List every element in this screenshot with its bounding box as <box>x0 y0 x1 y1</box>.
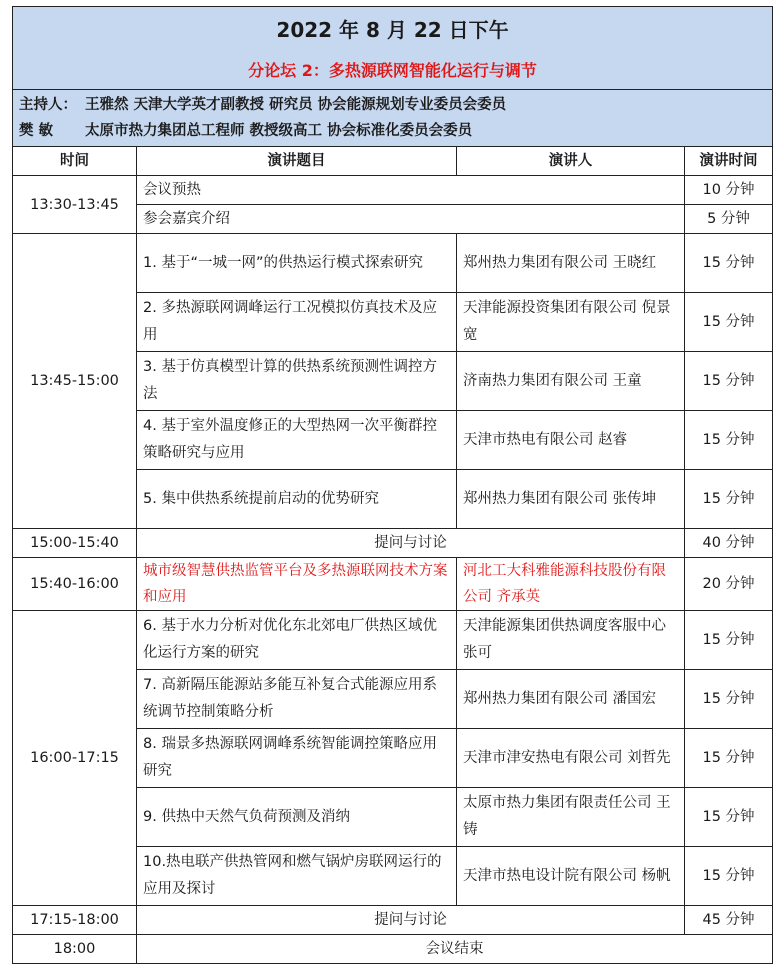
duration-cell: 15 分钟 <box>685 470 773 529</box>
duration-cell: 15 分钟 <box>685 611 773 670</box>
topic-cell: 2. 多热源联网调峰运行工况模拟仿真技术及应用 <box>137 293 457 352</box>
topic-cell: 城市级智慧供热监管平台及多热源联网技术方案和应用 <box>137 558 457 611</box>
time-slot: 15:40-16:00 <box>13 558 137 611</box>
time-slot: 16:00-17:15 <box>13 611 137 906</box>
time-slot: 13:45-15:00 <box>13 234 137 529</box>
time-slot: 18:00 <box>13 935 137 964</box>
topic-cell: 10.热电联产供热管网和燃气锅炉房联网运行的应用及探讨 <box>137 847 457 906</box>
hosts-row <box>13 90 773 147</box>
topic-cell: 9. 供热中天然气负荷预测及消纳 <box>137 788 457 847</box>
col-header-speaker: 演讲人 <box>457 147 685 176</box>
speaker-cell: 天津市热电设计院有限公司 杨帆 <box>457 847 685 906</box>
duration-cell: 20 分钟 <box>685 558 773 611</box>
duration-cell: 15 分钟 <box>685 234 773 293</box>
host-prefix-2: 樊 敏 <box>19 123 54 139</box>
subtitle-row <box>13 53 773 90</box>
topic-cell: 8. 瑞景多热源联网调峰系统智能调控策略应用研究 <box>137 729 457 788</box>
duration-cell: 15 分钟 <box>685 729 773 788</box>
host-prefix-1: 主持人： <box>19 97 77 113</box>
table-row <box>13 611 773 670</box>
topic-cell: 5. 集中供热系统提前启动的优势研究 <box>137 470 457 529</box>
closing-cell: 会议结束 <box>137 935 773 964</box>
time-slot: 13:30-13:45 <box>13 176 137 234</box>
topic-cell: 3. 基于仿真模型计算的供热系统预测性调控方法 <box>137 352 457 411</box>
topic-cell: 7. 高新隔压能源站多能互补复合式能源应用系统调节控制策略分析 <box>137 670 457 729</box>
speaker-cell: 郑州热力集团有限公司 张传坤 <box>457 470 685 529</box>
col-header-topic: 演讲题目 <box>137 147 457 176</box>
column-header-row <box>13 147 773 176</box>
duration-cell: 45 分钟 <box>685 906 773 935</box>
time-slot: 15:00-15:40 <box>13 529 137 558</box>
topic-cell: 4. 基于室外温度修正的大型热网一次平衡群控策略研究与应用 <box>137 411 457 470</box>
title-row <box>13 7 773 54</box>
time-slot: 17:15-18:00 <box>13 906 137 935</box>
table-row <box>13 176 773 205</box>
duration-cell: 15 分钟 <box>685 352 773 411</box>
page-title: 2022 年 8 月 22 日下午 <box>13 7 773 54</box>
speaker-cell: 济南热力集团有限公司 王童 <box>457 352 685 411</box>
speaker-cell: 太原市热力集团有限责任公司 王铸 <box>457 788 685 847</box>
duration-cell: 15 分钟 <box>685 847 773 906</box>
duration-cell: 15 分钟 <box>685 293 773 352</box>
schedule-table <box>12 6 773 964</box>
duration-cell: 10 分钟 <box>685 176 773 205</box>
speaker-cell: 郑州热力集团有限公司 王晓红 <box>457 234 685 293</box>
speaker-cell: 天津能源投资集团有限公司 倪景宽 <box>457 293 685 352</box>
topic-cell: 参会嘉宾介绍 <box>137 205 685 234</box>
hosts-cell <box>13 90 773 147</box>
host-line-1 <box>19 92 766 118</box>
host-line-2 <box>19 118 766 144</box>
duration-cell: 40 分钟 <box>685 529 773 558</box>
topic-cell: 提问与讨论 <box>137 529 685 558</box>
speaker-cell: 天津能源集团供热调度客服中心 张可 <box>457 611 685 670</box>
table-row <box>13 529 773 558</box>
host-text-2: 太原市热力集团总工程师 教授级高工 协会标准化委员会委员 <box>85 123 473 139</box>
speaker-cell: 天津市热电有限公司 赵睿 <box>457 411 685 470</box>
duration-cell: 15 分钟 <box>685 788 773 847</box>
duration-cell: 5 分钟 <box>685 205 773 234</box>
forum-subtitle: 分论坛 2：多热源联网智能化运行与调节 <box>13 53 773 90</box>
duration-cell: 15 分钟 <box>685 670 773 729</box>
speaker-cell: 河北工大科雅能源科技股份有限公司 齐承英 <box>457 558 685 611</box>
table-row <box>13 558 773 611</box>
speaker-cell: 郑州热力集团有限公司 潘国宏 <box>457 670 685 729</box>
col-header-time: 时间 <box>13 147 137 176</box>
topic-cell: 提问与讨论 <box>137 906 685 935</box>
table-row <box>13 234 773 293</box>
topic-cell: 会议预热 <box>137 176 685 205</box>
col-header-duration: 演讲时间 <box>685 147 773 176</box>
speaker-cell: 天津市津安热电有限公司 刘哲先 <box>457 729 685 788</box>
table-row <box>13 906 773 935</box>
topic-cell: 1. 基于“一城一网”的供热运行模式探索研究 <box>137 234 457 293</box>
host-text-1: 王雅然 天津大学英才副教授 研究员 协会能源规划专业委员会委员 <box>85 97 507 113</box>
table-row <box>13 935 773 964</box>
duration-cell: 15 分钟 <box>685 411 773 470</box>
topic-cell: 6. 基于水力分析对优化东北郊电厂供热区域优化运行方案的研究 <box>137 611 457 670</box>
